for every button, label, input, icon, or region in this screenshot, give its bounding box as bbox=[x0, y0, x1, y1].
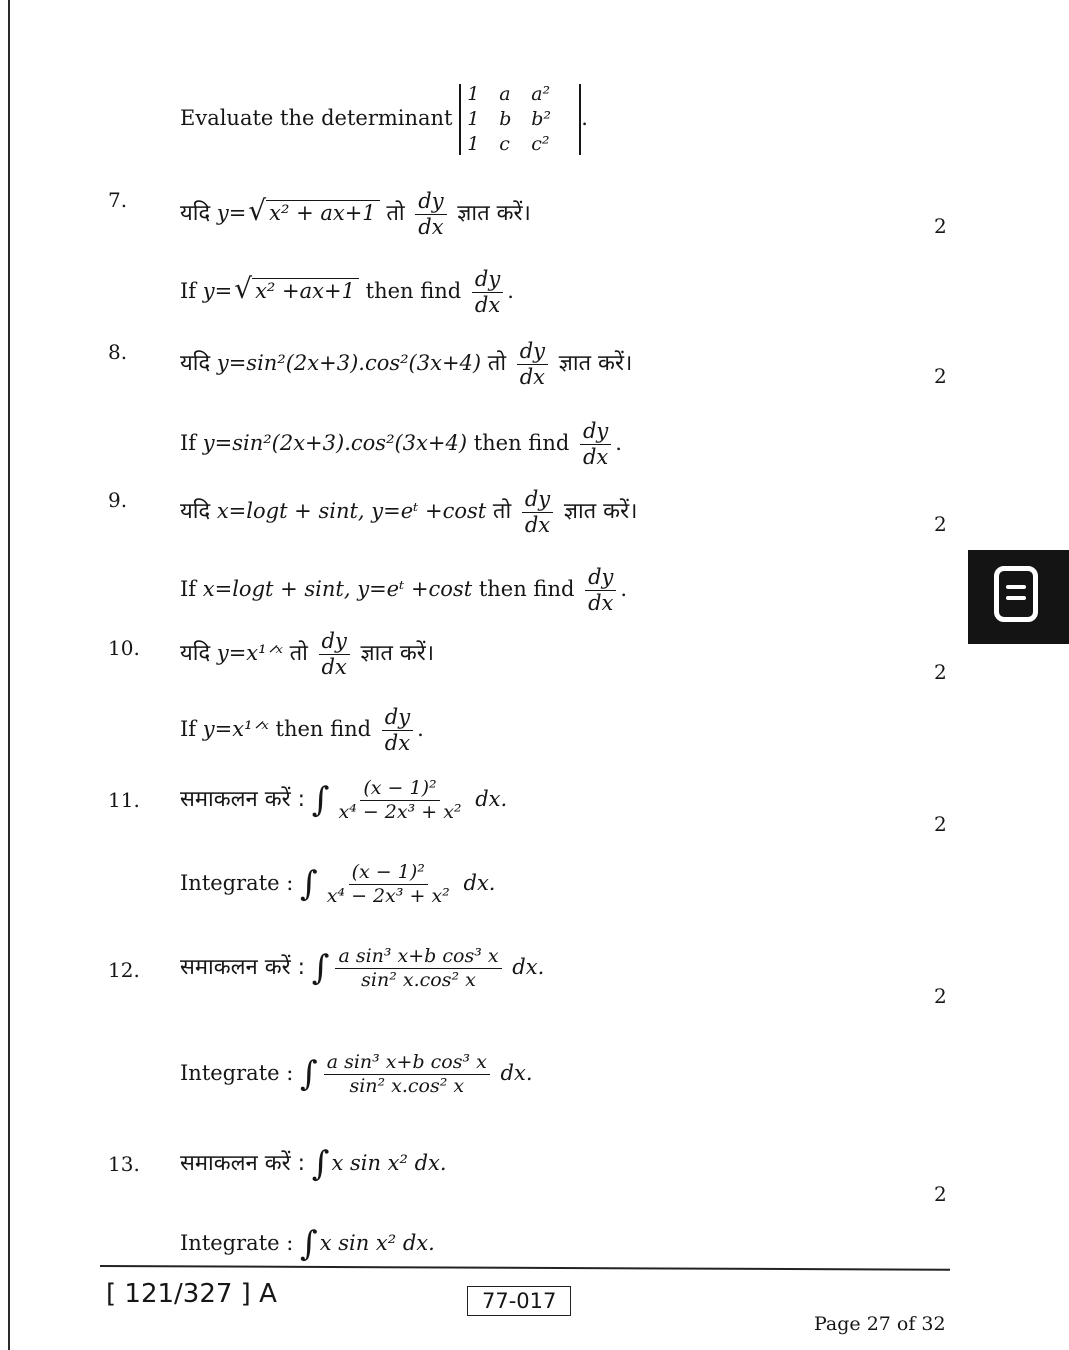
frac-num: (x − 1)² bbox=[360, 778, 439, 801]
det-cell: 1 bbox=[467, 132, 480, 155]
english-end: . bbox=[615, 431, 622, 456]
integrand-expr: x sin x² dx. bbox=[319, 1231, 435, 1256]
differential: dx. bbox=[512, 954, 545, 979]
math-expr: y=sin²(2x+3).cos²(3x+4) bbox=[216, 351, 482, 376]
english-if: If bbox=[180, 717, 197, 742]
integrand-expr: x sin x² dx. bbox=[331, 1151, 447, 1176]
hindi-then: तो bbox=[492, 499, 512, 525]
question-marks: 2 bbox=[934, 1182, 947, 1206]
det-cell: c bbox=[499, 132, 510, 155]
frac-num: (x − 1)² bbox=[349, 862, 428, 885]
frac-num: dy bbox=[585, 566, 616, 591]
frac-den: dx bbox=[524, 513, 551, 538]
q7-hindi bbox=[180, 190, 531, 239]
q6-determinant bbox=[459, 84, 581, 155]
q6-end: . bbox=[581, 105, 588, 130]
q12-english bbox=[180, 1052, 533, 1097]
derivative-fraction bbox=[522, 488, 553, 537]
frac-den: dx bbox=[321, 655, 347, 680]
question-number: 8. bbox=[108, 340, 128, 364]
frac-num: dy bbox=[472, 268, 503, 293]
integrand-fraction bbox=[324, 862, 453, 907]
english-if: If bbox=[180, 431, 197, 456]
book-icon bbox=[994, 566, 1038, 622]
det-cell: b bbox=[499, 107, 512, 130]
hindi-if: यदि bbox=[180, 201, 211, 227]
derivative-fraction bbox=[472, 268, 503, 317]
sqrt-radicand: x² + ax+1 bbox=[266, 200, 380, 225]
frac-num: dy bbox=[382, 706, 413, 731]
hindi-integrate-label: समाकलन करें : bbox=[180, 786, 306, 812]
integral-sign: ∫ bbox=[311, 947, 330, 988]
integral-sign: ∫ bbox=[311, 779, 330, 820]
integrand-fraction bbox=[324, 1052, 490, 1097]
differential: dx. bbox=[463, 870, 496, 895]
hindi-integrate-label: समाकलन करें : bbox=[180, 954, 306, 980]
q9-english bbox=[180, 566, 627, 615]
hindi-if: यदि bbox=[180, 641, 211, 667]
booklet-code: 77-017 bbox=[467, 1286, 571, 1316]
english-end: . bbox=[620, 577, 628, 602]
english-integrate-label: Integrate : bbox=[180, 870, 294, 895]
frac-den: dx bbox=[582, 445, 609, 470]
hindi-integrate-label: समाकलन करें : bbox=[180, 1151, 306, 1177]
sqrt-sign: √ bbox=[248, 194, 267, 228]
math-expr: y=x¹ᐟˣ bbox=[202, 717, 269, 742]
q6-prompt: Evaluate the determinant bbox=[180, 105, 453, 130]
q6-row bbox=[180, 84, 588, 155]
question-number: 9. bbox=[108, 488, 128, 512]
math-expr: y= bbox=[216, 201, 247, 226]
hindi-then: तो bbox=[487, 351, 507, 377]
math-expr: y= bbox=[202, 279, 233, 304]
english-then: then find bbox=[473, 431, 570, 456]
integral-sign: ∫ bbox=[311, 1144, 330, 1184]
frac-den: dx bbox=[588, 591, 614, 616]
q9-hindi bbox=[180, 488, 637, 537]
frac-num: dy bbox=[522, 488, 553, 513]
derivative-fraction bbox=[517, 340, 548, 389]
frac-den: dx bbox=[474, 293, 501, 318]
page-number: Page 27 of 32 bbox=[814, 1313, 946, 1335]
hindi-if: यदि bbox=[180, 499, 211, 525]
english-end: . bbox=[417, 717, 424, 742]
integral-sign: ∫ bbox=[300, 1224, 318, 1264]
frac-den: x⁴ − 2x³ + x² bbox=[338, 800, 462, 823]
english-integrate-label: Integrate : bbox=[180, 1231, 294, 1256]
frac-num: a sin³ x+b cos³ x bbox=[324, 1052, 490, 1075]
question-marks: 2 bbox=[934, 214, 947, 238]
frac-den: dx bbox=[519, 365, 546, 390]
english-end: . bbox=[507, 279, 514, 304]
det-cell: 1 bbox=[467, 107, 480, 130]
integrand-fraction bbox=[335, 778, 464, 823]
frac-den: sin² x.cos² x bbox=[349, 1074, 465, 1097]
question-marks: 2 bbox=[934, 660, 947, 684]
question-number: 12. bbox=[108, 958, 140, 982]
page-left-edge bbox=[8, 0, 10, 1350]
frac-num: dy bbox=[415, 190, 446, 215]
integral-sign: ∫ bbox=[300, 863, 318, 904]
hindi-find: ज्ञात करें। bbox=[457, 201, 531, 227]
english-integrate-label: Integrate : bbox=[180, 1060, 294, 1085]
question-number: 7. bbox=[108, 188, 128, 212]
question-marks: 2 bbox=[934, 512, 947, 536]
english-if: If bbox=[180, 279, 197, 304]
english-then: then find bbox=[275, 717, 372, 742]
question-marks: 2 bbox=[934, 364, 947, 388]
q10-hindi bbox=[180, 630, 434, 679]
question-number: 13. bbox=[108, 1152, 140, 1176]
frac-den: sin² x.cos² x bbox=[361, 968, 476, 991]
hindi-find: ज्ञात करें। bbox=[360, 641, 435, 667]
hindi-then: तो bbox=[289, 641, 308, 667]
q11-hindi bbox=[180, 778, 507, 823]
math-expr: y=sin²(2x+3).cos²(3x+4) bbox=[202, 431, 468, 456]
frac-num: dy bbox=[319, 630, 350, 655]
q13-hindi bbox=[180, 1146, 447, 1183]
q13-english bbox=[180, 1226, 435, 1263]
det-cell: b² bbox=[531, 107, 551, 130]
question-number: 11. bbox=[108, 788, 140, 812]
derivative-fraction bbox=[319, 630, 350, 679]
math-expr: x=logt + sint, y=eᵗ +cost bbox=[216, 499, 487, 524]
q7-english bbox=[180, 268, 514, 317]
hindi-find: ज्ञात करें। bbox=[563, 499, 638, 525]
math-expr: x=logt + sint, y=eᵗ +cost bbox=[202, 577, 473, 602]
footer-rule bbox=[100, 1265, 950, 1270]
reader-overlay-button[interactable] bbox=[968, 550, 1069, 644]
q10-english bbox=[180, 706, 424, 755]
question-marks: 2 bbox=[934, 812, 947, 836]
integral-sign: ∫ bbox=[300, 1053, 318, 1094]
derivative-fraction bbox=[585, 566, 616, 615]
hindi-find: ज्ञात करें। bbox=[558, 351, 633, 377]
frac-num: a sin³ x+b cos³ x bbox=[335, 946, 501, 969]
derivative-fraction bbox=[382, 706, 413, 755]
sqrt-radicand: x² +ax+1 bbox=[252, 278, 359, 303]
english-if: If bbox=[180, 577, 197, 602]
question-marks: 2 bbox=[934, 984, 947, 1008]
differential: dx. bbox=[475, 786, 508, 811]
integrand-fraction bbox=[335, 946, 501, 991]
frac-den: x⁴ − 2x³ + x² bbox=[326, 884, 450, 907]
question-number: 10. bbox=[108, 636, 140, 660]
hindi-if: यदि bbox=[180, 351, 211, 377]
paper-code: [ 121/327 ] A bbox=[106, 1279, 277, 1309]
english-then: then find bbox=[478, 577, 575, 602]
det-cell: 1 bbox=[467, 83, 480, 105]
frac-num: dy bbox=[580, 420, 611, 445]
derivative-fraction bbox=[580, 420, 611, 469]
frac-den: dx bbox=[384, 731, 411, 756]
hindi-then: तो bbox=[386, 201, 405, 227]
det-cell: a bbox=[499, 83, 511, 105]
english-then: then find bbox=[365, 279, 462, 304]
frac-num: dy bbox=[517, 340, 548, 365]
math-expr: y=x¹ᐟˣ bbox=[216, 641, 283, 666]
derivative-fraction bbox=[415, 190, 446, 239]
q11-english bbox=[180, 862, 495, 907]
q12-hindi bbox=[180, 946, 544, 991]
det-cell: a² bbox=[531, 83, 551, 105]
sqrt-sign: √ bbox=[234, 272, 253, 306]
det-cell: c² bbox=[531, 132, 550, 155]
q8-hindi bbox=[180, 340, 632, 389]
frac-den: dx bbox=[418, 215, 444, 240]
q8-english bbox=[180, 420, 622, 469]
differential: dx. bbox=[500, 1060, 533, 1085]
